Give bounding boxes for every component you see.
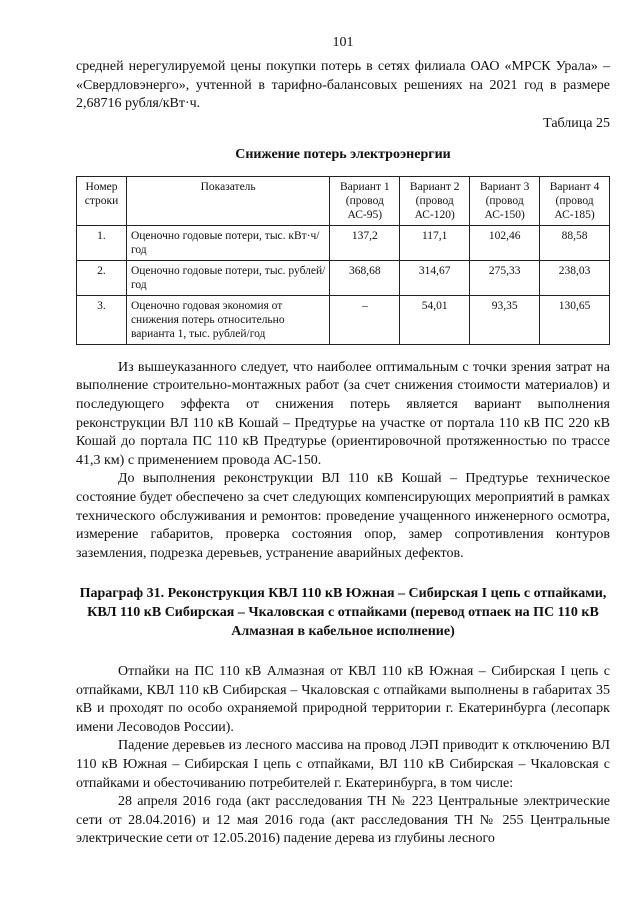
paragraph-conclusion: Из вышеуказанного следует, что наиболее оптимальным с точки зрения затрат на выполнение строительно-монтажных работ (за счет снижения стоимости материалов) и последующего эффекта от снижения потерь является вариант выполнения реконструкции ВЛ 110 кВ Кошай – Предтурье на участке от портала 110 кВ ПС 220 кВ Кошай до портала ПС 110 кВ Предтурье (ориентировочной протяженностью по трассе 41,3 км) с применением провода АС-150. [76,359,610,468]
cell-variant-4: 130,65 [540,295,610,344]
table-row [77,225,610,260]
table-row [77,260,610,295]
cell-indicator: Оценочно годовые потери, тыс. рублей/год [126,260,329,295]
paragraph-tree-fall: Падение деревьев из лесного массива на провод ЛЭП приводит к отключению ВЛ 110 кВ Южная – Сибирская I цепь с отпайками, ВЛ 110 кВ Сибирская – Чкаловская с отпайками и обесточиванию потребителей г. Екатеринбурга, в том числе: [76,738,610,791]
losses-table [76,176,610,345]
page-number: 101 [332,35,354,50]
table-caption: Снижение потерь электроэнергии [235,146,451,162]
header-row-number: Номер строки [77,176,127,225]
cell-variant-3: 102,46 [470,225,540,260]
intro-paragraph: средней нерегулируемой цены покупки потерь в сетях филиала ОАО «МРСК Урала» – «Свердловэнерго», учтенной в тарифно-балансовых решениях на 2021 год в размере 2,68716 рубля/кВт·ч. [76,59,610,112]
cell-variant-2: 117,1 [400,225,470,260]
table-header-row [77,176,610,225]
table-row [77,295,610,344]
section-title: Параграф 31. Реконструкция КВЛ 110 кВ Южная – Сибирская I цепь с отпайками, КВЛ 110 кВ Сибирская – Чкаловская с отпайками (перевод отпаек на ПС 110 кВ Алмазная в кабельное исполнение) [79,586,607,639]
cell-variant-3: 275,33 [470,260,540,295]
paragraph-compensating-measures: До выполнения реконструкции ВЛ 110 кВ Кошай – Предтурье техническое состояние будет обеспечено за счет следующих компенсирующих мероприятий в рамках технического обслуживания и ремонтов: проведение учащенного инженерного осмотра, измерение габаритов, проверка состояния опор, замер сопротивления контуров заземления, подрезка деревьев, устранение аварийных дефектов. [76,471,610,561]
cell-row-number: 1. [77,225,127,260]
cell-indicator: Оценочно годовая экономия от снижения потерь относительно варианта 1, тыс. рублей/год [126,295,329,344]
cell-row-number: 2. [77,260,127,295]
cell-variant-2: 314,67 [400,260,470,295]
header-variant-4: Вариант 4 (провод АС-185) [540,176,610,225]
cell-row-number: 3. [77,295,127,344]
header-variant-2: Вариант 2 (провод АС-120) [400,176,470,225]
cell-variant-4: 88,58 [540,225,610,260]
header-variant-3: Вариант 3 (провод АС-150) [470,176,540,225]
cell-variant-2: 54,01 [400,295,470,344]
document-page [76,34,610,849]
cell-indicator: Оценочно годовые потери, тыс. кВт·ч/год [126,225,329,260]
cell-variant-3: 93,35 [470,295,540,344]
header-indicator: Показатель [126,176,329,225]
header-variant-1: Вариант 1 (провод АС-95) [330,176,400,225]
paragraph-taps: Отпайки на ПС 110 кВ Алмазная от КВЛ 110 кВ Южная – Сибирская I цепь с отпайками, КВЛ 110 кВ Сибирская – Чкаловская с отпайками выполнены в габаритах 35 кВ и проходят по особо охраняемой природной территории г. Екатеринбурга (лесопарк имени Лесоводов России). [76,664,610,735]
cell-variant-1: – [330,295,400,344]
cell-variant-4: 238,03 [540,260,610,295]
cell-variant-1: 368,68 [330,260,400,295]
cell-variant-1: 137,2 [330,225,400,260]
paragraph-incident: 28 апреля 2016 года (акт расследования ТН № 223 Центральные электрические сети от 28.04.2016) и 12 мая 2016 года (акт расследования ТН № 255 Центральные электрические сети от 12.05.2016) падение дерева из глубины лесного [76,794,610,847]
table-label: Таблица 25 [543,115,610,131]
